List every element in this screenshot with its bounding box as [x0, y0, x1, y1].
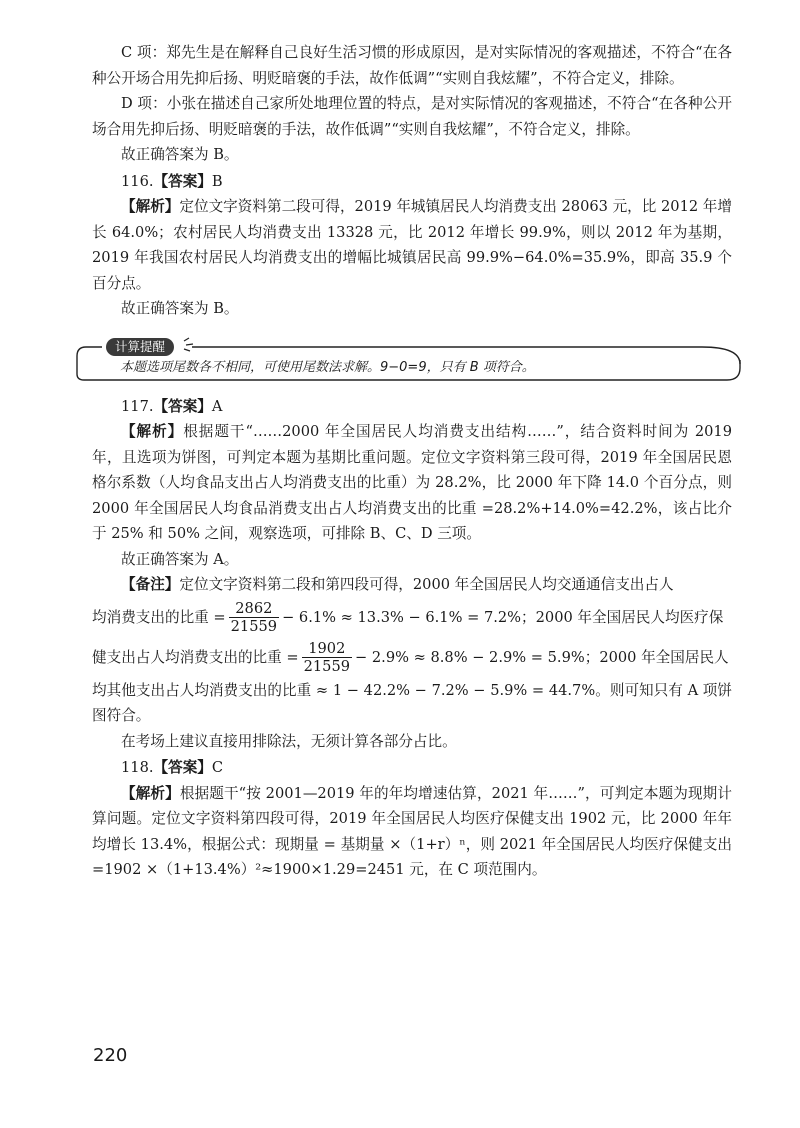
fraction-1-denominator: 21559 — [230, 618, 278, 635]
q116-analysis — [92, 194, 732, 296]
calculation-tip-box — [72, 336, 747, 382]
q116-analysis-text: 定位文字资料第二段可得，2019 年城镇居民人均消费支出 28063 元，比 2012 年增长 64.0%；农村居民人均消费支出 13328 元，比 2012 年增长 99.9%，则以 2012 年为基期，2019 年我国农村居民人均消费支出的增幅比城镇居民高 99.9%−64.0%=35.9%，即高 35.9 个百分点。 — [92, 198, 732, 292]
q117-conclusion: 故正确答案为 A。 — [121, 550, 239, 568]
q117-note-line-3 — [92, 638, 732, 678]
q117-analysis-text: 根据题干“……2000 年全国居民人均消费支出结构……”，结合资料时间为 2019 年，且选项为饼图，可判定本题为基期比重问题。定位文字资料第三段可得，2019 年全国居民恩格尔系数（人均食品支出占人均消费支出的比重）为 28.2%，比 2000 年下降 14.0 个百分点，则 2000 年全国居民人均食品消费支出占人均消费支出的比重 =28.2%+14.0%=42.2%，该占比介于 25% 和 50% 之间，观察选项，可排除 B、C、D 三项。 — [92, 423, 732, 542]
q117-note-intro-text: 定位文字资料第二段和第四段可得，2000 年全国居民人均交通通信支出占人 — [179, 576, 674, 593]
q116-analysis-label: 【解析】 — [121, 198, 180, 215]
q117-analysis-label: 【解析】 — [121, 423, 184, 440]
page-content — [92, 40, 732, 883]
page-number: 220 — [93, 1045, 128, 1066]
tip-label: 计算提醒 — [106, 338, 174, 356]
q117-number: 117. — [121, 397, 154, 415]
q116-number: 116. — [121, 172, 154, 190]
q118-analysis — [92, 781, 732, 883]
q117-heading — [92, 394, 732, 420]
fraction-2 — [302, 640, 352, 675]
note-line2-post: − 6.1% ≈ 13.3% − 6.1% = 7.2%；2000 年全国居民人均医疗保 — [282, 608, 724, 626]
q117-note-intro — [92, 572, 732, 598]
fraction-1 — [229, 600, 279, 635]
q118-analysis-label: 【解析】 — [121, 784, 180, 802]
q118-answer-label: 【答案】 — [153, 759, 212, 776]
fraction-2-denominator: 21559 — [303, 658, 351, 675]
fraction-1-numerator: 2862 — [229, 600, 279, 618]
note-line3-post: − 2.9% ≈ 8.8% − 2.9% = 5.9%；2000 年全国居民人 — [355, 648, 729, 666]
q117-answer-label: 【答案】 — [153, 397, 212, 415]
q117-note-line-2 — [92, 598, 732, 638]
q117-analysis — [92, 419, 732, 547]
q118-answer: C — [211, 759, 224, 776]
q118-heading — [92, 755, 732, 781]
q118-number: 118. — [121, 759, 154, 776]
q116-answer: B — [211, 172, 223, 190]
d-option-paragraph: D 项：小张在描述自己家所处地理位置的特点，是对实际情况的客观描述，不符合“在各种公开场合用先抑后扬、明贬暗褒的手法，故作低调”“实则自我炫耀”，不符合定义，排除。 — [92, 95, 732, 138]
q117-note-end: 均其他支出占人均消费支出的比重 ≈ 1 − 42.2% − 7.2% − 5.9% = 44.7%。则可知只有 A 项饼图符合。 — [92, 681, 732, 724]
tip-text: 本题选项尾数各不相同，可使用尾数法求解。9−0=9，只有 B 项符合。 — [120, 359, 535, 375]
q116-heading — [92, 169, 732, 195]
answer-conclusion: 故正确答案为 B。 — [121, 146, 239, 163]
note-line2-pre: 均消费支出的比重 = — [92, 608, 226, 626]
q118-analysis-text: 根据题干“按 2001—2019 年的年均增速估算，2021 年……”，可判定本题为现期计算问题。定位文字资料第四段可得，2019 年全国居民人均医疗保健支出 1902 元，比 2000 年年均增长 13.4%，根据公式：现期量 = 基期量 ×（1+r）ⁿ，则 2021 年全国居民人均医疗保健支出 =1902 ×（1+13.4%）²≈1900×1.29=2451 元，在 C 项范围内。 — [92, 784, 732, 878]
fraction-2-numerator: 1902 — [302, 640, 352, 658]
q116-answer-label: 【答案】 — [153, 172, 212, 190]
c-option-paragraph: C 项：郑先生是在解释自己良好生活习惯的形成原因，是对实际情况的客观描述，不符合“在各种公开场合用先抑后扬、明贬暗褒的手法，故作低调”“实则自我炫耀”，不符合定义，排除。 — [92, 44, 732, 87]
q117-advice: 在考场上建议直接用排除法，无须计算各部分占比。 — [121, 732, 457, 750]
q117-note-label: 【备注】 — [121, 576, 180, 593]
q116-conclusion: 故正确答案为 B。 — [121, 300, 239, 317]
note-line3-pre: 健支出占人均消费支出的比重 = — [92, 648, 299, 666]
q117-answer: A — [211, 397, 223, 415]
